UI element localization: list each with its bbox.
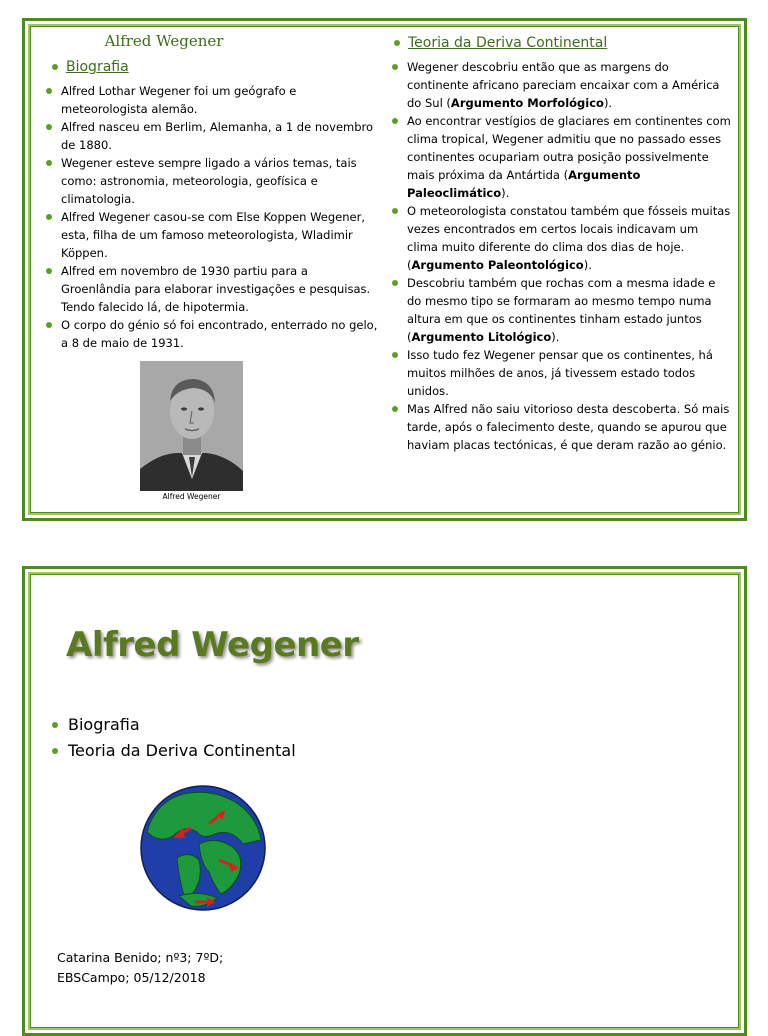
biografia-item-text: Alfred nasceu em Berlim, Alemanha, a 1 de novembro de 1880. (61, 120, 374, 152)
bullet-icon (46, 88, 52, 94)
bullet-icon (392, 352, 398, 358)
list-item (52, 712, 296, 738)
list-item (392, 400, 732, 454)
teoria-item-text: Isso tudo fez Wegener pensar que os continentes, há muitos milhões de anos, já tivessem estado todos unidos. (407, 348, 713, 398)
list-item (52, 738, 296, 764)
biografia-column (46, 30, 381, 352)
cover-contents-list (52, 712, 296, 764)
biografia-item-text: Alfred Wegener casou-se com Else Koppen Wegener, esta, filha de um famoso meteorologista, Wladimir Köppen. (61, 210, 365, 260)
list-item (392, 346, 732, 400)
list-item (392, 274, 732, 346)
wegener-portrait-photo (140, 361, 243, 491)
biografia-item-text: O corpo do génio só foi encontrado, enterrado no gelo, a 8 de maio de 1931. (61, 318, 378, 350)
list-item (392, 202, 732, 274)
bullet-icon (392, 64, 398, 70)
teoria-item-text: O meteorologista constatou também que fósseis muitas vezes encontrados em certos locais indicavam um clima muito diferente do clima dos dias de hoje. (Argumento Paleontológico). (407, 204, 731, 272)
cover-title: Alfred Wegener (66, 625, 359, 665)
bullet-icon (392, 406, 398, 412)
bullet-icon (46, 322, 52, 328)
bullet-icon (46, 214, 52, 220)
bullet-icon (392, 280, 398, 286)
biografia-list (46, 82, 381, 352)
bullet-icon (46, 268, 52, 274)
teoria-item-text: Wegener descobriu então que as margens do continente africano pareciam encaixar com a América do Sul (Argumento Morfológico). (407, 60, 720, 110)
portrait-illustration (140, 361, 243, 491)
teoria-column (392, 32, 732, 454)
bullet-icon (46, 124, 52, 130)
teoria-item-text: Ao encontrar vestígios de glaciares em continentes com clima tropical, Wegener admitiu que no passado esses continentes ocupariam outra posição possivelmente mais próxima da Antártida (Argumento Paleoclimático). (407, 114, 731, 200)
biografia-title-text: Biografia (66, 59, 129, 75)
list-item (46, 208, 381, 262)
globe-illustration (139, 784, 267, 912)
teoria-title-text: Teoria da Deriva Continental (408, 35, 608, 51)
photo-caption: Alfred Wegener (162, 492, 221, 501)
list-item (392, 58, 732, 112)
bullet-icon (46, 160, 52, 166)
contents-item-teoria: Teoria da Deriva Continental (68, 741, 296, 760)
bullet-icon (394, 40, 400, 46)
bullet-icon (392, 208, 398, 214)
bullet-icon (52, 64, 58, 70)
biografia-section-title (52, 56, 381, 78)
author-credits (57, 948, 223, 988)
credits-line-2: EBSCampo; 05/12/2018 (57, 970, 206, 985)
teoria-item-text: Mas Alfred não saiu vitorioso desta descoberta. Só mais tarde, após o falecimento deste, quando se apurou que haviam placas tectónicas, é que deram razão ao génio. (407, 402, 730, 452)
list-item (46, 262, 381, 316)
globe-continents-icon (139, 784, 267, 912)
bullet-icon (392, 118, 398, 124)
biografia-item-text: Alfred em novembro de 1930 partiu para a Groenlândia para elaborar investigações e pesquisas. Tendo falecido lá, de hipotermia. (61, 264, 371, 314)
biografia-item-text: Wegener esteve sempre ligado a vários temas, tais como: astronomia, meteorologia, geofísica e climatologia. (61, 156, 357, 206)
list-item (392, 112, 732, 202)
bullet-icon (52, 748, 58, 754)
contents-item-biografia: Biografia (68, 715, 140, 734)
biografia-item-text: Alfred Lothar Wegener foi um geógrafo e meteorologista alemão. (61, 84, 297, 116)
list-item (46, 118, 381, 154)
list-item (46, 82, 381, 118)
teoria-list (392, 58, 732, 454)
bullet-icon (52, 722, 58, 728)
list-item (46, 154, 381, 208)
teoria-section-title (394, 32, 732, 54)
list-item (46, 316, 381, 352)
top-heading: Alfred Wegener (104, 32, 224, 50)
credits-line-1: Catarina Benido; nº3; 7ºD; (57, 950, 224, 965)
teoria-item-text: Descobriu também que rochas com a mesma idade e do mesmo tipo se formaram ao mesmo tempo numa altura em que os continentes tinham estado juntos (Argumento Litológico). (407, 276, 716, 344)
